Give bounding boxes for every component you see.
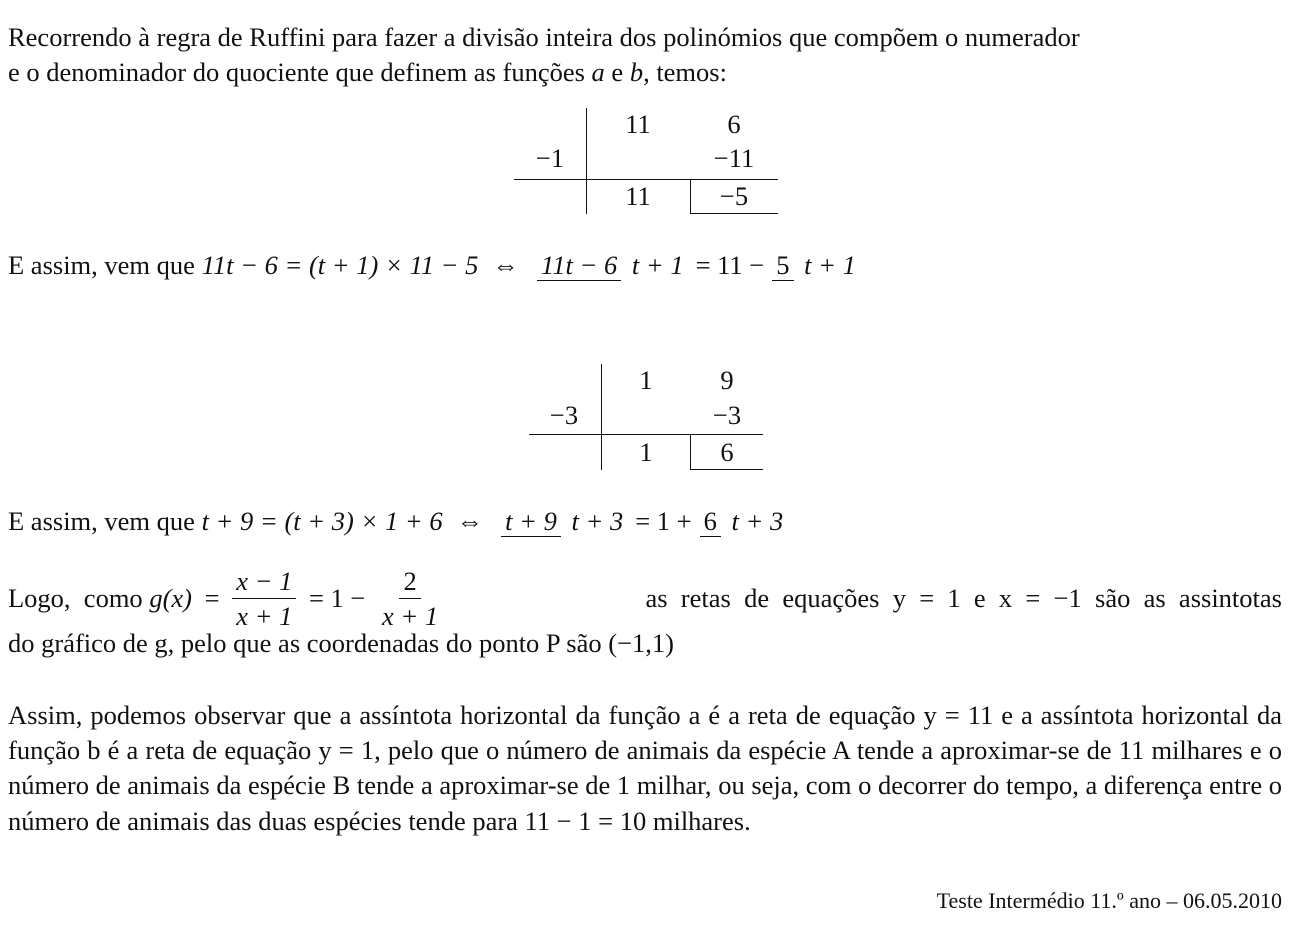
ruffini-2-coef2: 9 — [720, 365, 734, 395]
equation-1-fraction-1: 11t − 6 t + 1 — [537, 248, 688, 282]
ruffini-1-coef2: 6 — [727, 109, 741, 139]
g-fraction-2: $\frac{2}{x + 1}$ — [381, 565, 439, 631]
ruffini-2-coef1: 1 — [639, 365, 653, 395]
function-b: b — [629, 57, 644, 87]
intro-line-1: Recorrendo à regra de Ruffini para fazer a divisão inteira dos polinómios que compõem o numerador — [8, 22, 1080, 52]
equation-2-fraction-1: t + 9 t + 3 — [501, 504, 627, 538]
logo-lead: Logo, como g(x) = $\frac{x - 1}{x + 1}$ = 1 − $\frac{2}{x + 1}$ — [8, 564, 442, 633]
iff-symbol: ⇔ — [456, 505, 484, 536]
ruffini-1-product: −11 — [713, 143, 755, 173]
ruffini-1-remainder: −5 — [719, 181, 749, 211]
logo-line-2: do gráfico de g, pelo que as coordenadas do ponto P são (−1,1) — [8, 628, 674, 658]
g-fraction: $\frac{x - 1}{x + 1}$ — [232, 564, 296, 633]
source-citation: Teste Intermédio 11.º ano – 06.05.2010 — [936, 888, 1282, 913]
function-a: a — [591, 57, 605, 87]
ruffini-2-root: −3 — [549, 400, 579, 430]
ruffini-2-horizontal-line — [529, 434, 763, 435]
equation-2-fraction-2: 6 t + 3 — [700, 504, 788, 538]
ruffini-1-remainder-box-left — [690, 179, 691, 214]
ruffini-1-root: −1 — [535, 143, 565, 173]
ruffini-2-product: −3 — [712, 400, 742, 430]
ruffini-1-result: 11 — [625, 181, 651, 211]
logo-line-1 — [8, 563, 1282, 633]
ruffini-1-coef1: 11 — [625, 109, 651, 139]
iff-symbol: ⇔ — [492, 249, 519, 280]
intro-line-2: e o denominador do quociente que definem as funções a e b, temos: — [8, 57, 727, 87]
function-g: g(x) — [149, 582, 192, 613]
ruffini-1-remainder-box-bottom — [690, 213, 778, 214]
equation-2-lhs: t + 9 = (t + 3) × 1 + 6 — [201, 505, 443, 536]
equation-1: E assim, vem que 11t − 6 = (t + 1) × 11 − 5 ⇔ 11t − 6 t + 1 = 11 − 5 t + 1 — [8, 230, 860, 300]
logo-asymptotes-text: as retas de equações y = 1 e x = −1 são as assintotas — [645, 582, 1282, 613]
equation-1-fraction-2: 5 t + 1 — [772, 248, 860, 282]
ruffini-2-remainder-box-bottom — [690, 469, 763, 470]
equation-2: E assim, vem que t + 9 = (t + 3) × 1 + 6 ⇔ t + 9 t + 3 = 1 + 6 t + 3 — [8, 486, 787, 556]
equation-1-lhs: 11t − 6 = (t + 1) × 11 − 5 — [201, 249, 479, 280]
ruffini-2-remainder: 6 — [720, 437, 734, 467]
conclusion-paragraph: Assim, podemos observar que a assíntota horizontal da função a é a reta de equação y = 11 e a assíntota horizontal da função b é a reta de equação y = 1, pelo que o número de animais da espécie A tende a aproximar-se de 11 milhares e o número de animais da espécie B tende a aproximar-se de 1 milhar, ou seja, com o decorrer do tempo, a diferença entre o número de animais das duas espécies tende para 11 − 1 = 10 milhares. — [8, 700, 1282, 836]
ruffini-2-result: 1 — [639, 437, 653, 467]
